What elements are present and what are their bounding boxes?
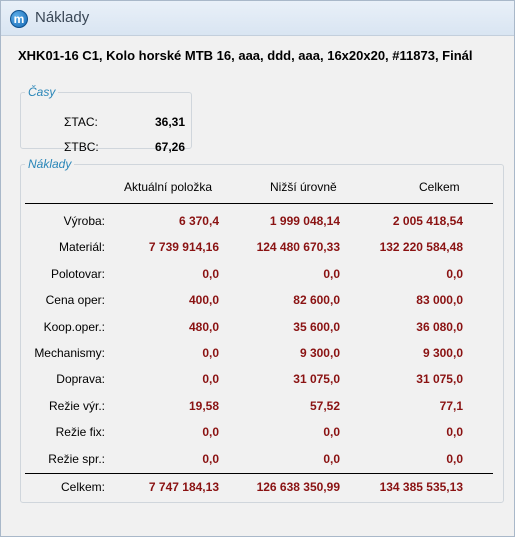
casy-value: 67,26 (154, 140, 185, 154)
column-header-nizsi: Nižší úrovně (270, 180, 337, 194)
casy-label: ΣTBC: (64, 140, 99, 154)
table-row (1, 372, 515, 388)
row-value-celkem: 0,0 (446, 452, 463, 466)
table-row (1, 267, 515, 283)
row-value-celkem: 83 000,0 (416, 293, 463, 307)
row-value-aktualni: 480,0 (188, 320, 219, 334)
row-value-nizsi: 57,52 (309, 399, 340, 413)
row-value-celkem: 36 080,0 (416, 320, 463, 334)
table-row (1, 452, 515, 468)
row-value-celkem: 0,0 (446, 267, 463, 281)
row-label: Cena oper: (45, 293, 105, 307)
row-value-aktualni: 0,0 (202, 425, 219, 439)
title-bar[interactable] (1, 1, 514, 36)
row-value-aktualni: 7 739 914,16 (148, 240, 219, 254)
casy-label: ΣTAC: (64, 115, 98, 129)
row-value-nizsi: 126 638 350,99 (256, 480, 340, 494)
app-logo-icon: m (10, 10, 28, 28)
row-value-aktualni: 0,0 (202, 372, 219, 386)
row-label: Doprava: (56, 372, 105, 386)
column-header-celkem: Celkem (419, 180, 460, 194)
row-value-nizsi: 124 480 670,33 (256, 240, 340, 254)
row-value-aktualni: 0,0 (202, 267, 219, 281)
row-label: Polotovar: (50, 267, 105, 281)
row-value-aktualni: 400,0 (188, 293, 219, 307)
row-value-aktualni: 7 747 184,13 (148, 480, 219, 494)
row-value-celkem: 31 075,0 (416, 372, 463, 386)
row-label: Mechanismy: (34, 346, 105, 360)
row-value-celkem: 134 385 535,13 (379, 480, 463, 494)
row-value-aktualni: 19,58 (188, 399, 219, 413)
table-row (1, 320, 515, 336)
row-value-celkem: 132 220 584,48 (379, 240, 463, 254)
row-label: Koop.oper.: (43, 320, 105, 334)
casy-row-tbc (21, 140, 191, 156)
window-title: Náklady (35, 9, 90, 26)
row-label: Materiál: (58, 240, 105, 254)
casy-legend: Časy (28, 85, 56, 99)
row-label: Režie výr.: (48, 399, 105, 413)
casy-value: 36,31 (154, 115, 185, 129)
row-value-nizsi: 9 300,0 (299, 346, 340, 360)
table-row (1, 425, 515, 441)
table-row (1, 293, 515, 309)
table-row (1, 240, 515, 256)
naklady-legend: Náklady (28, 157, 72, 171)
row-value-celkem: 77,1 (439, 399, 463, 413)
row-value-aktualni: 0,0 (202, 346, 219, 360)
casy-row-tac (21, 115, 191, 131)
row-value-celkem: 0,0 (446, 425, 463, 439)
table-row (1, 399, 515, 415)
row-value-aktualni: 0,0 (202, 452, 219, 466)
row-value-celkem: 9 300,0 (422, 346, 463, 360)
total-divider (25, 473, 493, 474)
row-value-celkem: 2 005 418,54 (392, 214, 463, 228)
row-value-nizsi: 35 600,0 (293, 320, 340, 334)
table-row (1, 346, 515, 362)
row-value-nizsi: 82 600,0 (293, 293, 340, 307)
row-value-aktualni: 6 370,4 (178, 214, 219, 228)
row-value-nizsi: 0,0 (323, 452, 340, 466)
row-label: Výroba: (63, 214, 105, 228)
header-divider (25, 203, 493, 204)
row-value-nizsi: 0,0 (323, 267, 340, 281)
casy-group (20, 85, 192, 154)
row-label: Celkem: (60, 480, 105, 494)
item-header: XHK01-16 C1, Kolo horské MTB 16, aaa, ddd, aaa, 16x20x20, #11873, Finál (18, 48, 473, 63)
row-value-nizsi: 1 999 048,14 (269, 214, 340, 228)
row-label: Režie spr.: (48, 452, 105, 466)
total-row (1, 480, 515, 496)
row-value-nizsi: 31 075,0 (293, 372, 340, 386)
table-row (1, 214, 515, 230)
column-header-aktualni: Aktuální položka (124, 180, 213, 194)
row-value-nizsi: 0,0 (323, 425, 340, 439)
row-label: Režie fix: (55, 425, 105, 439)
